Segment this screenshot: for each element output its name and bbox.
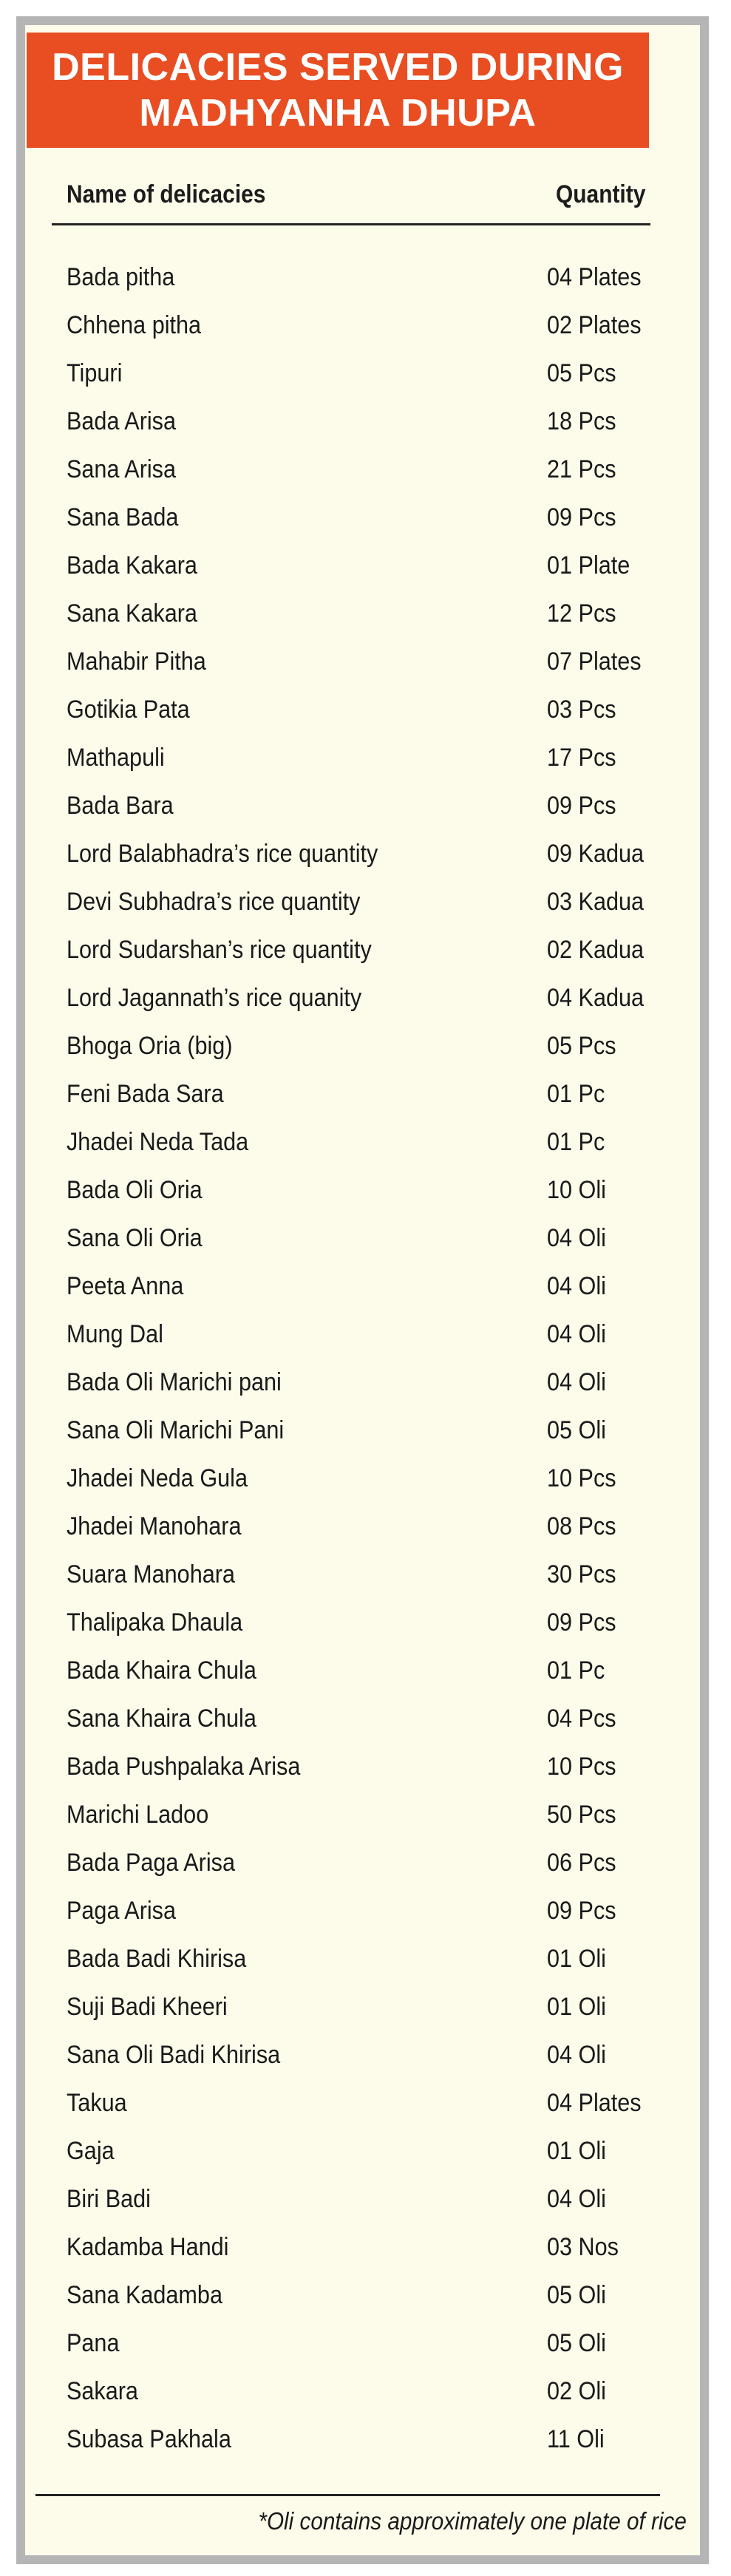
delicacy-name: Bada Pushpalaka Arisa xyxy=(67,1753,301,1781)
table-row xyxy=(67,1169,658,1217)
delicacy-quantity: 04 Oli xyxy=(547,1320,606,1348)
delicacy-quantity: 04 Oli xyxy=(547,2185,606,2213)
delicacy-quantity: 01 Pc xyxy=(547,1656,605,1685)
delicacy-quantity: 11 Oli xyxy=(547,2425,605,2453)
delicacy-quantity: 09 Pcs xyxy=(547,1608,616,1637)
delicacy-name: Bada Oli Marichi pani xyxy=(67,1368,282,1396)
delicacy-quantity: 03 Kadua xyxy=(547,888,645,916)
delicacy-name: Subasa Pakhala xyxy=(67,2425,231,2453)
title-banner xyxy=(27,33,649,148)
table-row xyxy=(67,1985,658,2033)
header-quantity: Quantity xyxy=(556,180,646,208)
delicacies-list xyxy=(67,256,658,2466)
delicacy-quantity: 04 Kadua xyxy=(547,984,645,1012)
delicacy-quantity: 04 Plates xyxy=(547,2089,642,2117)
delicacy-quantity: 10 Pcs xyxy=(547,1753,616,1781)
delicacy-name: Devi Subhadra’s rice quantity xyxy=(67,888,361,916)
table-row xyxy=(67,1745,658,1793)
delicacy-name: Mathapuli xyxy=(67,744,165,772)
bottom-divider xyxy=(35,2494,660,2496)
delicacy-quantity: 04 Plates xyxy=(547,263,642,291)
delicacy-name: Lord Sudarshan’s rice quantity xyxy=(67,936,372,964)
delicacy-name: Sana Khaira Chula xyxy=(67,1705,256,1733)
delicacy-quantity: 18 Pcs xyxy=(547,407,616,435)
table-row xyxy=(67,640,658,688)
delicacy-quantity: 01 Plate xyxy=(547,551,630,580)
delicacy-name: Bada Khaira Chula xyxy=(67,1656,256,1685)
delicacy-name: Bada Bara xyxy=(67,792,174,820)
title-line-2: MADHYANHA DHUPA xyxy=(139,92,537,135)
delicacy-quantity: 08 Pcs xyxy=(547,1512,616,1540)
table-row xyxy=(67,256,658,304)
table-row xyxy=(67,2226,658,2274)
delicacy-name: Bada Kakara xyxy=(67,551,197,580)
delicacy-name: Sana Oli Badi Khirisa xyxy=(67,2041,281,2069)
table-header xyxy=(52,164,650,225)
delicacy-name: Bhoga Oria (big) xyxy=(67,1032,233,1060)
delicacy-name: Bada Arisa xyxy=(67,407,177,435)
delicacy-quantity: 02 Plates xyxy=(547,311,642,339)
table-row xyxy=(67,448,658,496)
delicacy-quantity: 07 Plates xyxy=(547,648,642,676)
delicacy-quantity: 09 Pcs xyxy=(547,1897,616,1925)
delicacy-name: Biri Badi xyxy=(67,2185,151,2213)
table-row xyxy=(67,928,658,976)
delicacy-name: Tipuri xyxy=(67,359,123,387)
footnote: *Oli contains approximately one plate of rice xyxy=(258,2507,687,2535)
table-row xyxy=(67,2081,658,2130)
delicacy-quantity: 05 Pcs xyxy=(547,359,616,387)
table-row xyxy=(67,1073,658,1121)
title-line-1: DELICACIES SERVED DURING xyxy=(52,46,624,89)
table-row xyxy=(67,1409,658,1457)
delicacy-quantity: 02 Oli xyxy=(547,2377,606,2405)
table-row xyxy=(67,784,658,832)
delicacy-quantity: 04 Oli xyxy=(547,1224,606,1252)
table-row xyxy=(67,2370,658,2418)
header-name: Name of delicacies xyxy=(67,180,266,208)
delicacy-name: Bada Oli Oria xyxy=(67,1176,203,1204)
delicacy-name: Lord Jagannath’s rice quanity xyxy=(67,984,362,1012)
table-row xyxy=(67,1889,658,1937)
delicacy-name: Suara Manohara xyxy=(67,1560,235,1588)
table-row xyxy=(67,2033,658,2081)
delicacy-name: Lord Balabhadra’s rice quantity xyxy=(67,840,378,868)
table-row xyxy=(67,400,658,448)
delicacy-name: Sana Kadamba xyxy=(67,2281,222,2309)
delicacy-name: Sana Oli Oria xyxy=(67,1224,203,1252)
delicacy-quantity: 17 Pcs xyxy=(547,744,616,772)
delicacy-quantity: 06 Pcs xyxy=(547,1849,616,1877)
delicacy-name: Sana Oli Marichi Pani xyxy=(67,1416,285,1444)
delicacy-name: Jhadei Manohara xyxy=(67,1512,242,1540)
delicacy-quantity: 01 Pc xyxy=(547,1080,605,1108)
delicacy-name: Feni Bada Sara xyxy=(67,1080,224,1108)
delicacy-name: Bada pitha xyxy=(67,263,175,291)
delicacy-quantity: 21 Pcs xyxy=(547,455,616,483)
delicacy-name: Pana xyxy=(67,2329,120,2357)
table-row xyxy=(67,1361,658,1409)
delicacy-name: Suji Badi Kheeri xyxy=(67,1993,228,2021)
delicacy-quantity: 05 Oli xyxy=(547,1416,606,1444)
delicacy-quantity: 09 Pcs xyxy=(547,792,616,820)
delicacy-quantity: 04 Pcs xyxy=(547,1705,616,1733)
delicacy-name: Takua xyxy=(67,2089,127,2117)
table-row xyxy=(67,2178,658,2226)
table-row xyxy=(67,832,658,880)
delicacy-quantity: 09 Pcs xyxy=(547,503,616,531)
table-row xyxy=(67,880,658,928)
delicacy-name: Kadamba Handi xyxy=(67,2233,229,2261)
delicacy-quantity: 10 Pcs xyxy=(547,1464,616,1492)
delicacy-name: Sakara xyxy=(67,2377,138,2405)
table-row xyxy=(67,1024,658,1073)
delicacy-name: Mahabir Pitha xyxy=(67,648,206,676)
delicacy-quantity: 03 Pcs xyxy=(547,696,616,724)
table-row xyxy=(67,1121,658,1169)
table-row xyxy=(67,2418,658,2466)
delicacy-name: Mung Dal xyxy=(67,1320,163,1348)
delicacy-quantity: 50 Pcs xyxy=(547,1801,616,1829)
delicacy-name: Jhadei Neda Tada xyxy=(67,1128,249,1156)
delicacy-name: Marichi Ladoo xyxy=(67,1801,209,1829)
delicacy-name: Sana Kakara xyxy=(67,599,197,628)
delicacy-quantity: 05 Oli xyxy=(547,2281,606,2309)
delicacy-quantity: 10 Oli xyxy=(547,1176,606,1204)
delicacy-quantity: 01 Pc xyxy=(547,1128,605,1156)
table-row xyxy=(67,1841,658,1889)
table-row xyxy=(67,1553,658,1601)
delicacy-quantity: 02 Kadua xyxy=(547,936,645,964)
delicacy-name: Bada Paga Arisa xyxy=(67,1849,235,1877)
table-row xyxy=(67,1601,658,1649)
delicacy-quantity: 30 Pcs xyxy=(547,1560,616,1588)
table-row xyxy=(67,1313,658,1361)
table-row xyxy=(67,496,658,544)
table-row xyxy=(67,1793,658,1841)
table-row xyxy=(67,736,658,784)
table-row xyxy=(67,544,658,592)
delicacy-quantity: 04 Oli xyxy=(547,2041,606,2069)
delicacy-name: Gaja xyxy=(67,2137,115,2165)
table-row xyxy=(67,1457,658,1505)
table-row xyxy=(67,1265,658,1313)
delicacy-name: Sana Bada xyxy=(67,503,179,531)
delicacy-quantity: 01 Oli xyxy=(547,1993,606,2021)
table-row xyxy=(67,2274,658,2322)
table-row xyxy=(67,592,658,640)
delicacy-quantity: 01 Oli xyxy=(547,2137,606,2165)
delicacy-quantity: 05 Pcs xyxy=(547,1032,616,1060)
table-row xyxy=(67,2130,658,2178)
delicacy-quantity: 05 Oli xyxy=(547,2329,606,2357)
table-row xyxy=(67,1937,658,1985)
delicacy-name: Jhadei Neda Gula xyxy=(67,1464,248,1492)
delicacy-quantity: 04 Oli xyxy=(547,1368,606,1396)
table-row xyxy=(67,1649,658,1697)
delicacy-name: Peeta Anna xyxy=(67,1272,184,1300)
table-row xyxy=(67,1697,658,1745)
table-row xyxy=(67,1217,658,1265)
table-row xyxy=(67,688,658,736)
table-row xyxy=(67,1505,658,1553)
delicacy-name: Chhena pitha xyxy=(67,311,202,339)
table-row xyxy=(67,976,658,1024)
delicacy-name: Paga Arisa xyxy=(67,1897,177,1925)
delicacy-name: Gotikia Pata xyxy=(67,696,190,724)
delicacy-quantity: 04 Oli xyxy=(547,1272,606,1300)
delicacy-name: Thalipaka Dhaula xyxy=(67,1608,243,1637)
delicacy-quantity: 12 Pcs xyxy=(547,599,616,628)
table-row xyxy=(67,352,658,400)
delicacy-quantity: 01 Oli xyxy=(547,1945,606,1973)
delicacy-name: Bada Badi Khirisa xyxy=(67,1945,247,1973)
delicacy-quantity: 03 Nos xyxy=(547,2233,619,2261)
table-row xyxy=(67,304,658,352)
delicacy-name: Sana Arisa xyxy=(67,455,177,483)
table-row xyxy=(67,2322,658,2370)
delicacy-quantity: 09 Kadua xyxy=(547,840,645,868)
